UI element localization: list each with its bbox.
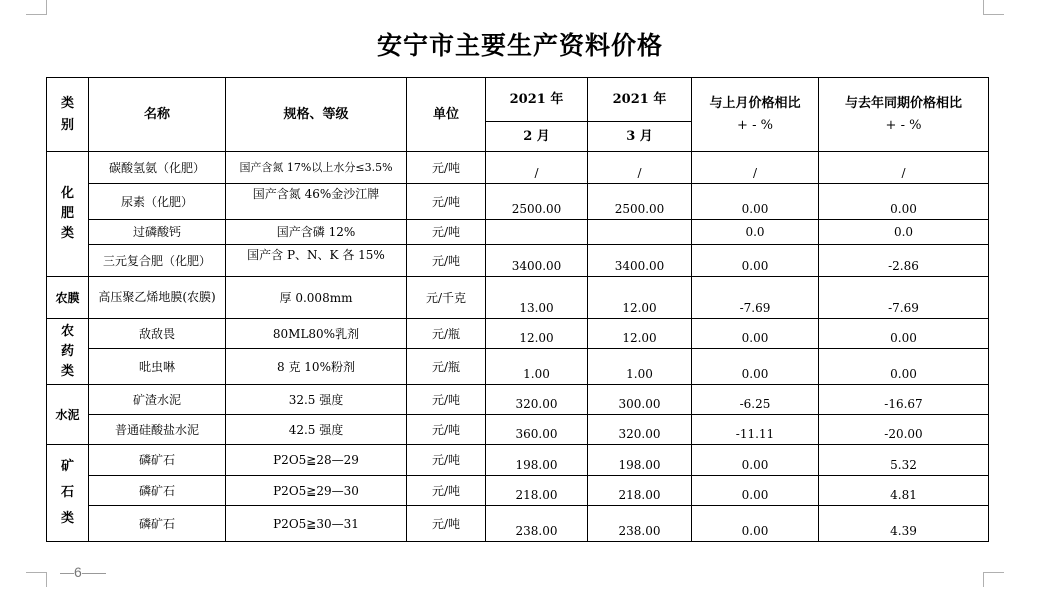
row-name: 高压聚乙烯地膜(农膜) bbox=[89, 277, 226, 319]
header-mom-sub: + - % bbox=[737, 117, 773, 133]
row-spec: 32.5 强度 bbox=[226, 385, 407, 415]
row-feb: 218.00 bbox=[486, 476, 588, 506]
row-name: 碳酸氢氨（化肥） bbox=[89, 152, 226, 184]
row-name: 尿素（化肥） bbox=[89, 184, 226, 220]
row-unit: 元/吨 bbox=[407, 476, 486, 506]
row-spec: 国产含氮 46%金沙江牌 bbox=[226, 184, 407, 220]
row-mar: 12.00 bbox=[588, 319, 692, 349]
row-mom: 0.00 bbox=[692, 319, 819, 349]
row-mar: 1.00 bbox=[588, 349, 692, 385]
page-number-dash-left bbox=[60, 573, 74, 574]
header-yoy bbox=[819, 78, 989, 152]
page-number-dash-right bbox=[82, 573, 106, 574]
row-mom: 0.00 bbox=[692, 184, 819, 220]
row-name: 普通硅酸盐水泥 bbox=[89, 415, 226, 445]
row-mar: 198.00 bbox=[588, 445, 692, 476]
row-spec: P2O5≧30—31 bbox=[226, 506, 407, 542]
row-yoy: / bbox=[819, 152, 989, 184]
row-feb: / bbox=[486, 152, 588, 184]
row-unit: 元/吨 bbox=[407, 445, 486, 476]
row-yoy: 4.39 bbox=[819, 506, 989, 542]
row-unit: 元/吨 bbox=[407, 184, 486, 220]
category-cement: 水泥 bbox=[47, 385, 89, 445]
row-spec: P2O5≧28—29 bbox=[226, 445, 407, 476]
price-table bbox=[46, 77, 989, 542]
row-feb: 320.00 bbox=[486, 385, 588, 415]
row-mom: -7.69 bbox=[692, 277, 819, 319]
category-ore bbox=[47, 445, 89, 542]
row-yoy: 4.81 bbox=[819, 476, 989, 506]
header-month-mar: 3 月 bbox=[588, 122, 692, 152]
row-unit: 元/吨 bbox=[407, 220, 486, 245]
row-name: 三元复合肥（化肥） bbox=[89, 245, 226, 277]
category-fertilizer bbox=[47, 152, 89, 277]
category-pesticide-label: 农药类 bbox=[60, 323, 74, 379]
document-title: 安宁市主要生产资料价格 bbox=[376, 31, 663, 60]
row-yoy: 0.0 bbox=[819, 220, 989, 245]
header-category-label: 类别 bbox=[60, 95, 74, 133]
crop-mark-bottom-right bbox=[983, 572, 1004, 587]
row-mar: 300.00 bbox=[588, 385, 692, 415]
row-mar: 2500.00 bbox=[588, 184, 692, 220]
row-unit: 元/吨 bbox=[407, 385, 486, 415]
row-yoy: 0.00 bbox=[819, 184, 989, 220]
row-mar: 218.00 bbox=[588, 476, 692, 506]
row-mar: 238.00 bbox=[588, 506, 692, 542]
row-feb: 2500.00 bbox=[486, 184, 588, 220]
row-feb: 198.00 bbox=[486, 445, 588, 476]
header-spec: 规格、等级 bbox=[226, 78, 407, 152]
row-mom: 0.00 bbox=[692, 349, 819, 385]
header-yoy-sub: + - % bbox=[885, 117, 922, 133]
category-ore-label: 矿石类 bbox=[60, 459, 74, 526]
row-spec: 80ML80%乳剂 bbox=[226, 319, 407, 349]
row-unit: 元/千克 bbox=[407, 277, 486, 319]
row-spec: 厚 0.008mm bbox=[226, 277, 407, 319]
crop-mark-bottom-left bbox=[26, 572, 47, 587]
row-mom: 0.00 bbox=[692, 506, 819, 542]
row-yoy: -20.00 bbox=[819, 415, 989, 445]
category-film: 农膜 bbox=[47, 277, 89, 319]
row-spec: 国产含氮 17%以上水分≤3.5% bbox=[226, 152, 407, 184]
row-mom: 0.00 bbox=[692, 245, 819, 277]
row-yoy: 5.32 bbox=[819, 445, 989, 476]
row-name: 磷矿石 bbox=[89, 445, 226, 476]
row-name: 磷矿石 bbox=[89, 506, 226, 542]
category-pesticide bbox=[47, 319, 89, 385]
row-mom: / bbox=[692, 152, 819, 184]
row-mar: 3400.00 bbox=[588, 245, 692, 277]
row-mar: 320.00 bbox=[588, 415, 692, 445]
header-mom bbox=[692, 78, 819, 152]
header-year-mar: 2021 年 bbox=[588, 78, 692, 122]
row-mom: 0.0 bbox=[692, 220, 819, 245]
row-feb: 360.00 bbox=[486, 415, 588, 445]
header-month-feb: 2 月 bbox=[486, 122, 588, 152]
row-mom: 0.00 bbox=[692, 445, 819, 476]
header-yoy-label: 与去年同期价格相比 bbox=[844, 95, 962, 111]
row-unit: 元/吨 bbox=[407, 245, 486, 277]
row-mom: -11.11 bbox=[692, 415, 819, 445]
row-name: 吡虫啉 bbox=[89, 349, 226, 385]
row-mar bbox=[588, 220, 692, 245]
row-unit: 元/吨 bbox=[407, 506, 486, 542]
crop-mark-top-left bbox=[26, 0, 47, 15]
header-name: 名称 bbox=[89, 78, 226, 152]
row-name: 过磷酸钙 bbox=[89, 220, 226, 245]
row-feb bbox=[486, 220, 588, 245]
row-unit: 元/吨 bbox=[407, 152, 486, 184]
row-feb: 12.00 bbox=[486, 319, 588, 349]
row-yoy: -7.69 bbox=[819, 277, 989, 319]
row-unit: 元/瓶 bbox=[407, 349, 486, 385]
row-yoy: 0.00 bbox=[819, 319, 989, 349]
row-mom: 0.00 bbox=[692, 476, 819, 506]
page-number-value: 6 bbox=[74, 564, 82, 580]
row-feb: 238.00 bbox=[486, 506, 588, 542]
row-feb: 1.00 bbox=[486, 349, 588, 385]
row-spec: 8 克 10%粉剂 bbox=[226, 349, 407, 385]
row-feb: 13.00 bbox=[486, 277, 588, 319]
row-name: 磷矿石 bbox=[89, 476, 226, 506]
row-feb: 3400.00 bbox=[486, 245, 588, 277]
row-spec: 国产含磷 12% bbox=[226, 220, 407, 245]
row-mar: / bbox=[588, 152, 692, 184]
row-mom: -6.25 bbox=[692, 385, 819, 415]
category-fertilizer-label: 化肥类 bbox=[60, 186, 74, 241]
crop-mark-top-right bbox=[983, 0, 1004, 15]
row-name: 敌敌畏 bbox=[89, 319, 226, 349]
header-category bbox=[47, 78, 89, 152]
header-year-feb: 2021 年 bbox=[486, 78, 588, 122]
row-yoy: -16.67 bbox=[819, 385, 989, 415]
row-name: 矿渣水泥 bbox=[89, 385, 226, 415]
row-unit: 元/瓶 bbox=[407, 319, 486, 349]
row-spec: P2O5≧29—30 bbox=[226, 476, 407, 506]
row-mar: 12.00 bbox=[588, 277, 692, 319]
header-mom-label: 与上月价格相比 bbox=[709, 95, 801, 111]
row-yoy: 0.00 bbox=[819, 349, 989, 385]
page-number bbox=[60, 564, 106, 580]
row-spec: 42.5 强度 bbox=[226, 415, 407, 445]
row-unit: 元/吨 bbox=[407, 415, 486, 445]
row-yoy: -2.86 bbox=[819, 245, 989, 277]
row-spec: 国产含 P、N、K 各 15% bbox=[226, 245, 407, 277]
header-unit: 单位 bbox=[407, 78, 486, 152]
